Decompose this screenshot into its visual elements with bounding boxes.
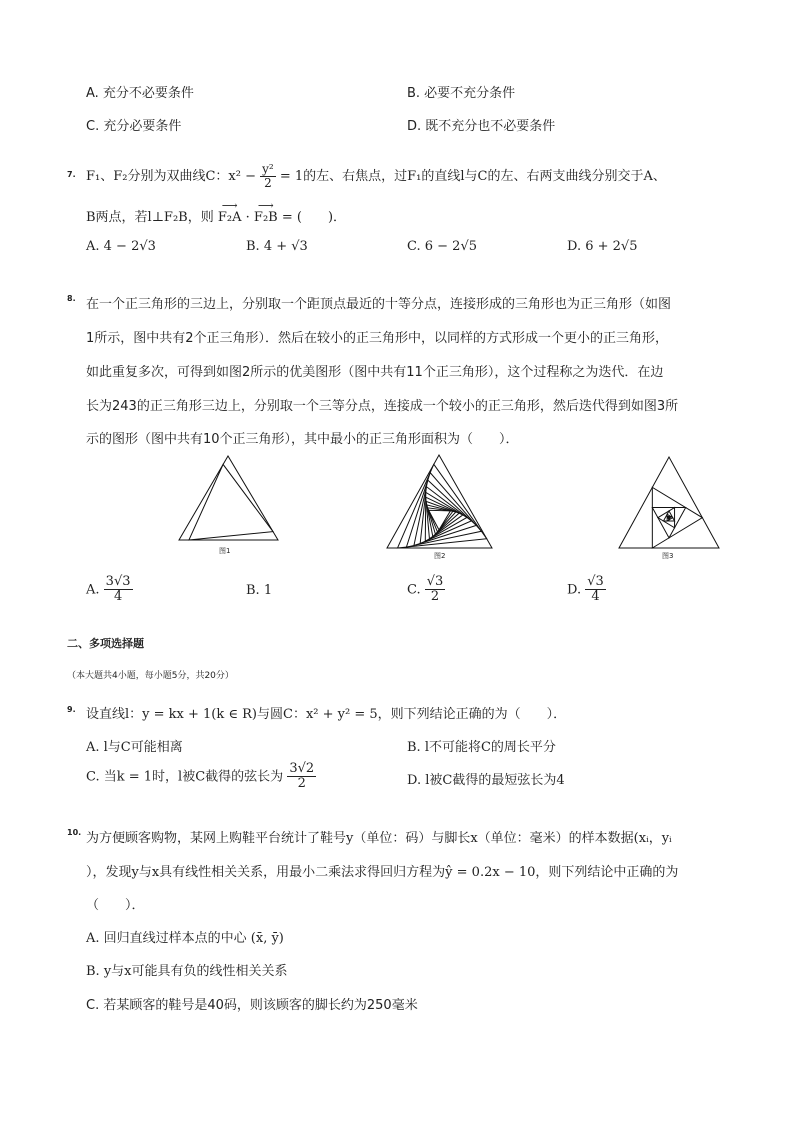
q9-number: 9. [67,705,76,714]
q6-option-b: B. 必要不充分条件 [407,86,516,101]
q10-option-b: B. y与x可能具有负的线性相关关系 [86,964,288,979]
q8-line-2: 1所示，图中共有2个正三角形）．然后在较小的正三角形中，以同样的方式形成一个更小的正三角形， [86,331,669,346]
q6-option-d: D. 既不充分也不必要条件 [407,119,556,134]
q8-c-den: 2 [430,589,440,605]
figure-3-triangle-2 [652,487,702,548]
q9-option-c-fraction [287,762,316,792]
figure-3-triangles [619,457,719,548]
q7-text-1a: F₁、F₂分别为双曲线C：x² − [86,169,256,185]
q8-option-a-label: A. [86,582,100,598]
q6-option-c: C. 充分必要条件 [86,119,182,134]
q8-line-3: 如此重复多次，可得到如图2所示的优美图形（图中共有11个正三角形），这个过程称之为迭代．在边 [86,365,664,380]
figure-2-triangles [387,455,492,548]
section-2-note: （本大题共4小题，每小题5分，共20分） [67,671,234,681]
q8-option-c-fraction [425,575,446,605]
q8-c-num: √3 [426,574,444,589]
q8-line-4: 长为243的正三角形三边上，分别取一个三等分点，连接成一个较小的正三角形，然后迭代得到如图3所 [86,399,679,414]
q9-option-a: A. l与C可能相离 [86,740,183,755]
q8-option-c-label: C. [407,582,421,598]
q7-option-c: C. 6 − 2√5 [407,239,478,254]
q8-line-1: 在一个正三角形的三边上，分别取一个距顶点最近的十等分点，连接形成的三角形也为正三角形（如图 [86,297,672,312]
figure-2-triangle-11 [429,510,451,530]
q8-option-c [407,575,445,605]
q8-figures [0,0,794,560]
q10-line-2: ），发现y与x具有线性相关关系，用最小二乘法求得回归方程为ŷ = 0.2x − 10，则下列结论中正确的为 [86,865,679,880]
section-2-title: 二、多项选择题 [67,637,144,650]
figure-2-caption: 图2 [434,552,446,560]
q7-option-b: B. 4 + √3 [246,239,308,254]
figure-2-triangle-1 [387,455,492,548]
q7-vector-1: ⟶ F₂A [218,210,242,225]
q10-number: 10. [67,828,82,837]
q7-option-d: D. 6 + 2√5 [567,239,638,254]
q8-d-den: 4 [591,589,600,605]
figure-3-triangle-10 [669,517,670,518]
q8-number: 8. [67,294,76,303]
q8-option-d-fraction [585,575,606,605]
q9-c-den: 2 [297,776,306,792]
figure-1-triangles [179,456,278,540]
q7-frac-num: y² [262,162,274,176]
q8-d-num: √3 [587,574,604,589]
q7-number: 7. [67,170,76,179]
q9-option-c-text: C. 当k = 1时，l被C截得的弦长为 [86,769,284,785]
figure-1-caption: 图1 [219,547,231,555]
q6-option-a: A. 充分不必要条件 [86,86,194,101]
q8-option-d [567,575,606,605]
q8-option-a-fraction [104,575,133,605]
q7-vector-2: ⟶ F₂B [254,210,278,225]
q8-line-5: 示的图形（图中共有10个正三角形），其中最小的正三角形面积为（ ）． [86,432,519,447]
q9-c-num: 3√2 [289,761,315,776]
q7-dot: · [245,210,250,225]
q9-option-d: D. l被C截得的最短弦长为4 [407,773,565,788]
figure-1-triangle-1 [179,456,278,540]
q7-option-a: A. 4 − 2√3 [86,239,156,254]
figure-3-triangle-3 [652,508,685,538]
q7-text-1b: = 1的左、右焦点，过F₁的直线l与C的左、右两支曲线分别交于A、 [279,169,666,185]
q10-option-a: A. 回归直线过样本点的中心 (x̄, ȳ) [86,931,284,946]
q8-option-b: B. 1 [246,583,273,598]
q9-option-b: B. l不可能将C的周长平分 [407,740,556,755]
q8-option-a [86,575,133,605]
figure-3-triangle-1 [619,457,719,548]
q7-text-2b: = ( )． [281,210,347,225]
q10-option-c: C. 若某顾客的鞋号是40码，则该顾客的脚长约为250毫米 [86,998,418,1013]
q7-frac-den: 2 [264,176,272,191]
q8-a-den: 4 [113,589,123,605]
q7-text-2a: B两点，若l⊥F₂B，则 [86,210,214,225]
q8-a-num: 3√3 [105,574,131,589]
q9-stem: 设直线l：y = kx + 1(k ∈ R)与圆C：x² + y² = 5，则下列结论正确的为（ ）． [86,707,567,722]
q10-line-3: （ ）． [86,898,145,913]
q10-line-1: 为方便顾客购物，某网上购鞋平台统计了鞋号y（单位：码）与脚长x（单位：毫米）的样本数据(xᵢ，yᵢ [86,831,672,846]
q8-option-d-label: D. [567,582,582,598]
figure-3-caption: 图3 [662,552,674,560]
q9-option-c [86,762,316,792]
